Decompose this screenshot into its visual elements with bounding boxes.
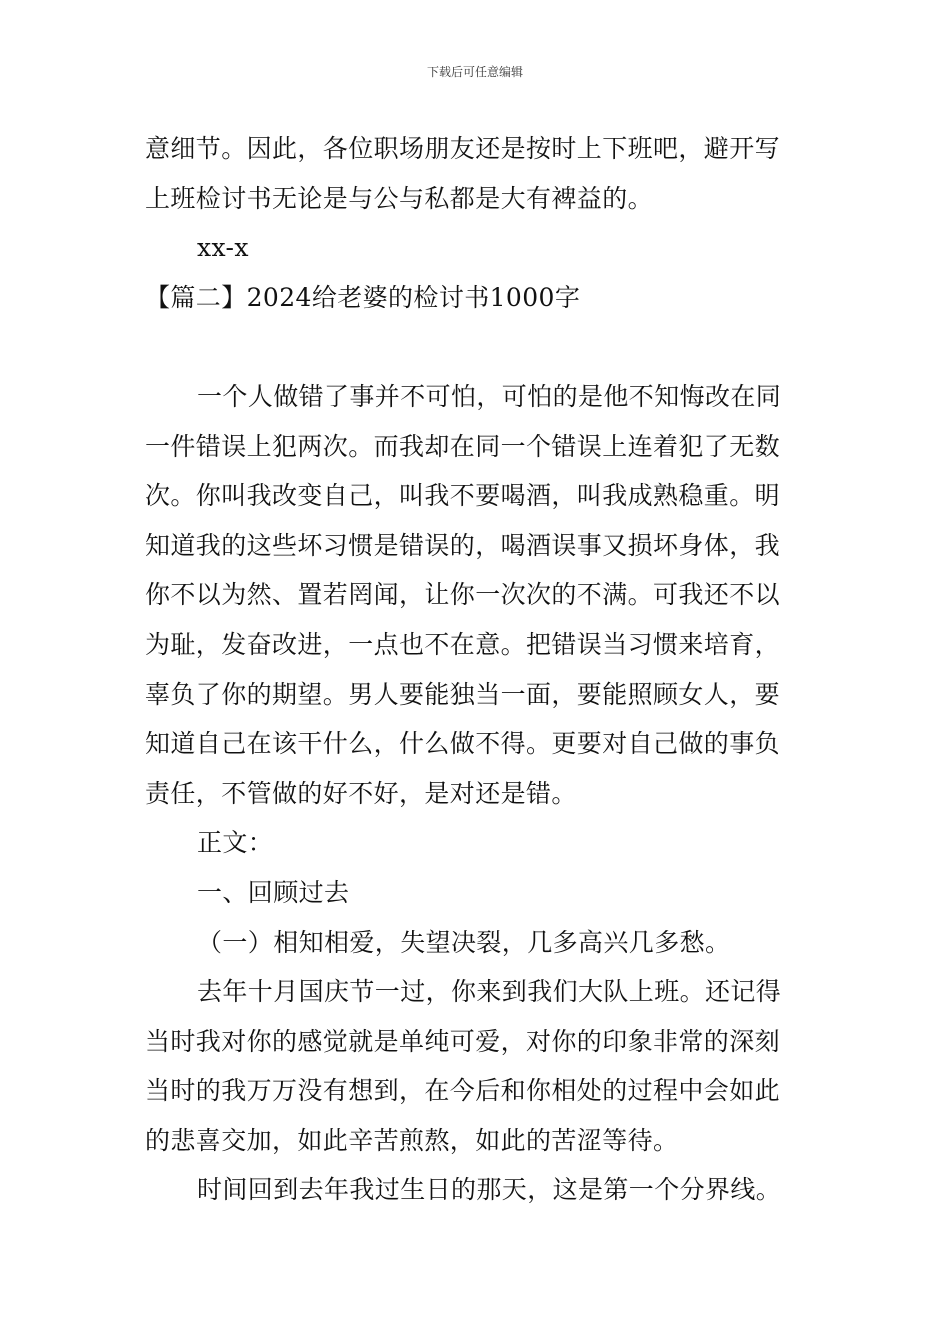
text-line: 一个人做错了事并不可怕，可怕的是他不知悔改在同 <box>197 381 782 411</box>
text-line: 责任，不管做的好不好，是对还是错。 <box>145 778 577 808</box>
subheading: 正文： <box>197 828 274 858</box>
text-line: 次。你叫我改变自己，叫我不要喝酒，叫我成熟稳重。明 <box>145 481 781 511</box>
text-line: 的悲喜交加，如此辛苦煎熬，如此的苦涩等待。 <box>145 1125 679 1155</box>
text-line: 你不以为然、置若罔闻，让你一次次的不满。可我还不以 <box>145 580 781 610</box>
blank-line <box>145 322 810 372</box>
text-line: 上班检讨书无论是与公与私都是大有裨益的。 <box>145 183 654 213</box>
page-header: 下载后可任意编辑 <box>426 65 523 79</box>
text-line: 为耻，发奋改进，一点也不在意。把错误当习惯来培育， <box>145 629 781 659</box>
subheading: 一、回顾过去 <box>197 877 350 907</box>
section-heading: 【篇二】2024给老婆的检讨书1000字 <box>145 282 581 312</box>
signature-line: xx-x <box>197 233 249 263</box>
text-line: 知道自己在该干什么，什么做不得。更要对自己做的事负 <box>145 729 781 759</box>
text-line: 知道我的这些坏习惯是错误的，喝酒误事又损坏身体，我 <box>145 530 781 560</box>
text-line: 一件错误上犯两次。而我却在同一个错误上连着犯了无数 <box>145 431 781 461</box>
text-line: 辜负了你的期望。男人要能独当一面，要能照顾女人，要 <box>145 679 781 709</box>
subheading: （一）相知相爱，失望决裂，几多高兴几多愁。 <box>197 927 731 957</box>
text-line: 去年十月国庆节一过，你来到我们大队上班。还记得 <box>197 977 782 1007</box>
text-line: 意细节。因此，各位职场朋友还是按时上下班吧，避开写 <box>145 134 781 163</box>
text-line: 当时我对你的感觉就是单纯可爱，对你的印象非常的深刻 <box>145 1026 781 1056</box>
document-body <box>145 124 810 1215</box>
text-line: 当时的我万万没有想到，在今后和你相处的过程中会如此 <box>145 1076 781 1106</box>
text-line: 时间回到去年我过生日的那天，这是第一个分界线。 <box>197 1175 782 1205</box>
